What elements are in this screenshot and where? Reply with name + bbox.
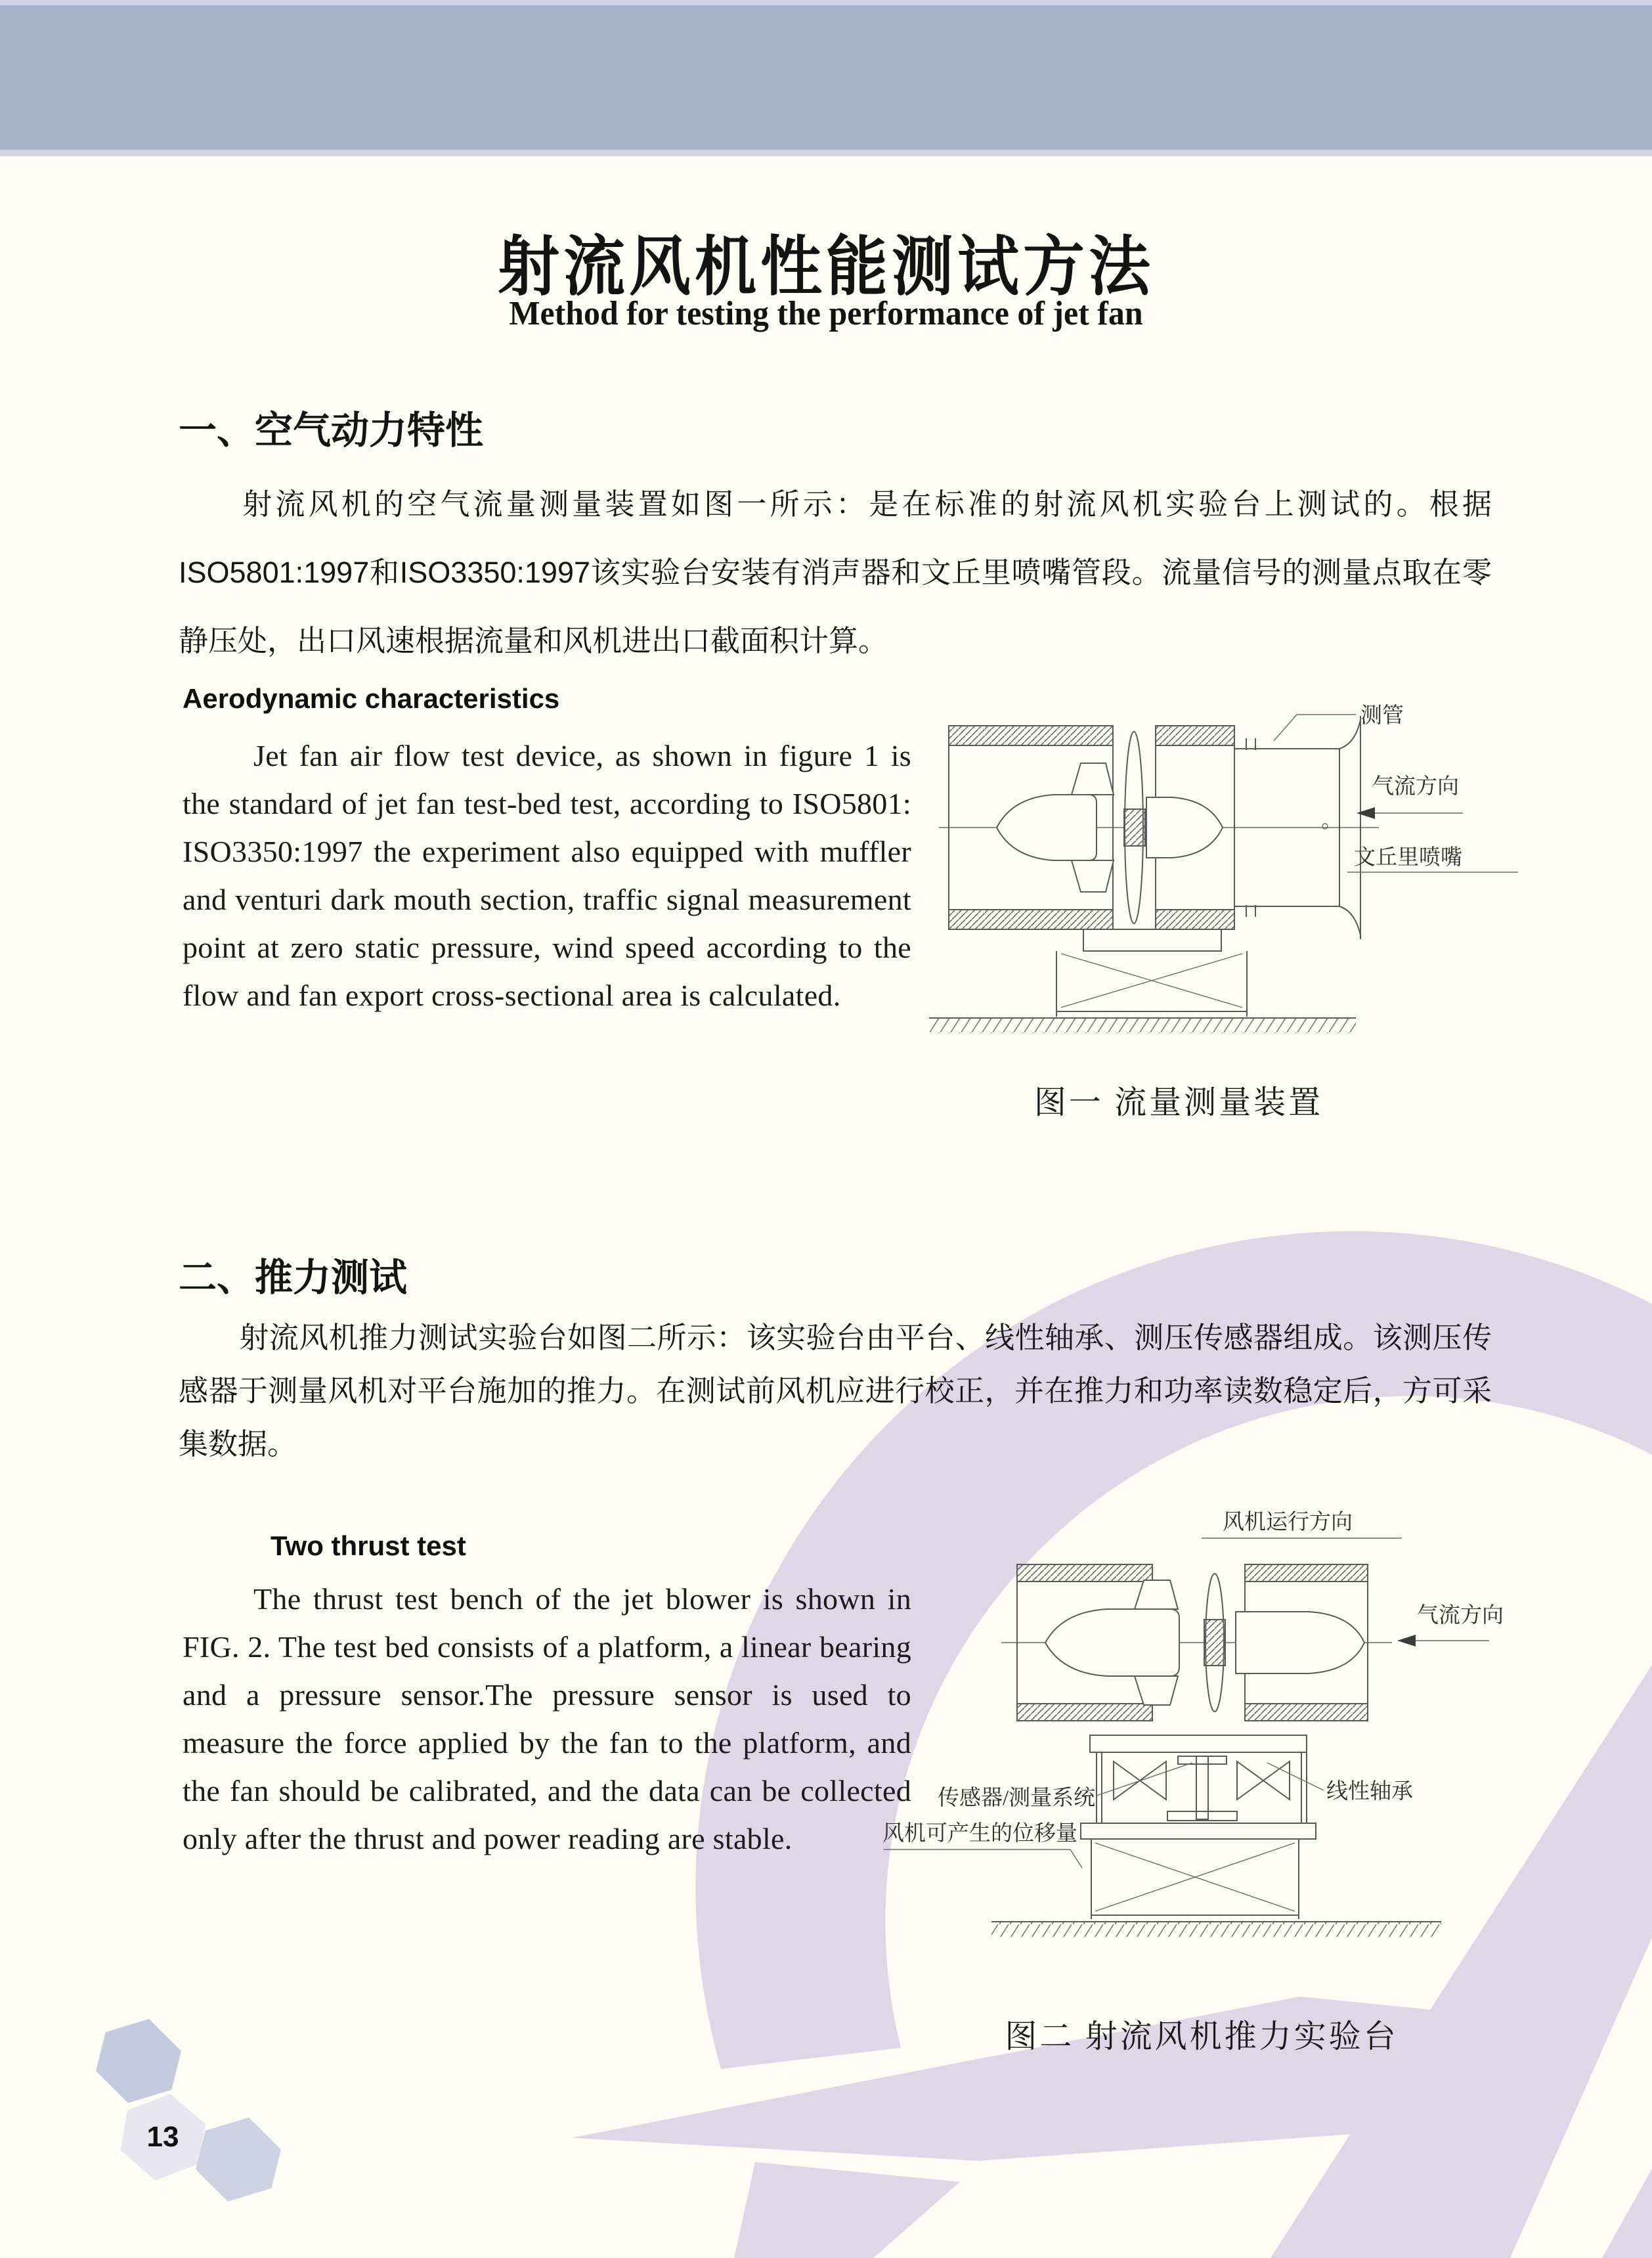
fig2-bearing-assembly <box>1097 1752 1307 1823</box>
fig1-flow-arrow <box>1357 807 1463 819</box>
fig2-support-truss <box>1091 1839 1299 1919</box>
figure2-caption: 图二 射流风机推力实验台 <box>1005 2018 1399 2054</box>
fig2-label-run-direction: 风机运行方向 <box>1223 1511 1353 1534</box>
fig2-flow-arrow <box>1397 1635 1489 1647</box>
heading-aero-en: Aerodynamic characteristics <box>183 683 560 714</box>
paragraph-aero-zh-text: 射流风机的空气流量测量装置如图一所示：是在标准的射流风机实验台上测试的。根据ISO5801:1997和ISO3350:1997该实验台安装有消声器和文丘里喷嘴管段。流量信号的测量点取在零静压处，出口风速根据流量和风机进出口截面积计算。 <box>179 487 1492 657</box>
watermark-corner-sliver <box>1602 2169 1652 2258</box>
figure1-caption: 图一 流量测量装置 <box>1033 1084 1324 1120</box>
fig2-leader-bearing <box>1267 1763 1324 1790</box>
fig1-leader-tube <box>1274 715 1356 741</box>
heading-thrust-en: Two thrust test <box>271 1530 466 1561</box>
paragraph-thrust-zh-text: 射流风机推力测试实验台如图二所示：该实验台由平台、线性轴承、测压传感器组成。该测压传感器于测量风机对平台施加的推力。在测试前风机应进行校正，并在推力和功率读数稳定后，方可采集数据。 <box>179 1321 1492 1461</box>
section-heading-thrust: 二、推力测试 <box>179 1256 408 1299</box>
section-heading-aero: 一、空气动力特性 <box>179 409 484 452</box>
page-title: 射流风机性能测试方法 <box>497 230 1154 303</box>
fig2-ground <box>991 1922 1441 1937</box>
fig2-base-plate <box>1081 1823 1316 1839</box>
page-title-en: Method for testing the performance of jet fan <box>509 295 1143 332</box>
figure2-thrust-test-bench <box>873 1491 1550 2010</box>
watermark-bottom-chunk <box>734 2162 960 2258</box>
fig1-label-tube: 测管 <box>1360 704 1404 728</box>
fig1-support-truss <box>1056 929 1247 1017</box>
paragraph-thrust-en: The thrust test bench of the jet blower is shown in FIG. 2. The test bed consists of a platform, a linear bearing and a pressure sensor.The pressure sensor is used to measure the force applied by the fan to the platform, and the fan should be calibrated, and the data can be collected only after the thrust and power reading are stable. <box>183 1582 911 1855</box>
fig2-label-flow: 气流方向 <box>1417 1604 1504 1627</box>
fig2-hub <box>1204 1620 1225 1666</box>
fig1-label-flow: 气流方向 <box>1372 775 1459 799</box>
page-number: 13 <box>146 2121 179 2153</box>
header-band <box>0 0 1652 156</box>
paragraph-thrust-zh <box>179 1311 1492 1471</box>
fig1-hub <box>1124 809 1145 846</box>
fig2-label-displacement: 风机可产生的位移量 <box>882 1822 1077 1846</box>
fig1-label-venturi: 文丘里喷嘴 <box>1354 846 1462 870</box>
fig2-label-sensor: 传感器/测量系统 <box>938 1786 1096 1810</box>
fig2-fan-body <box>1045 1574 1364 1712</box>
fig2-platform <box>1090 1735 1307 1752</box>
fig2-label-bearing: 线性轴承 <box>1326 1780 1413 1804</box>
paragraph-aero-en: Jet fan air flow test device, as shown in figure 1 is the standard of jet fan test-bed test, according to ISO5801: ISO3350:1997 the experiment also equipped with muffler and venturi dark mouth section, traffic signal measurement point at zero static pressure, wind speed according to the flow and fan export cross-sectional area is calculated. <box>183 739 911 1012</box>
paragraph-aero-zh <box>179 470 1492 675</box>
fig2-leader-sensor <box>1097 1763 1192 1796</box>
figure1-flow-measuring-device <box>919 657 1576 1130</box>
fig1-ground <box>929 1018 1356 1033</box>
fig2-leader-displacement <box>884 1849 1082 1868</box>
